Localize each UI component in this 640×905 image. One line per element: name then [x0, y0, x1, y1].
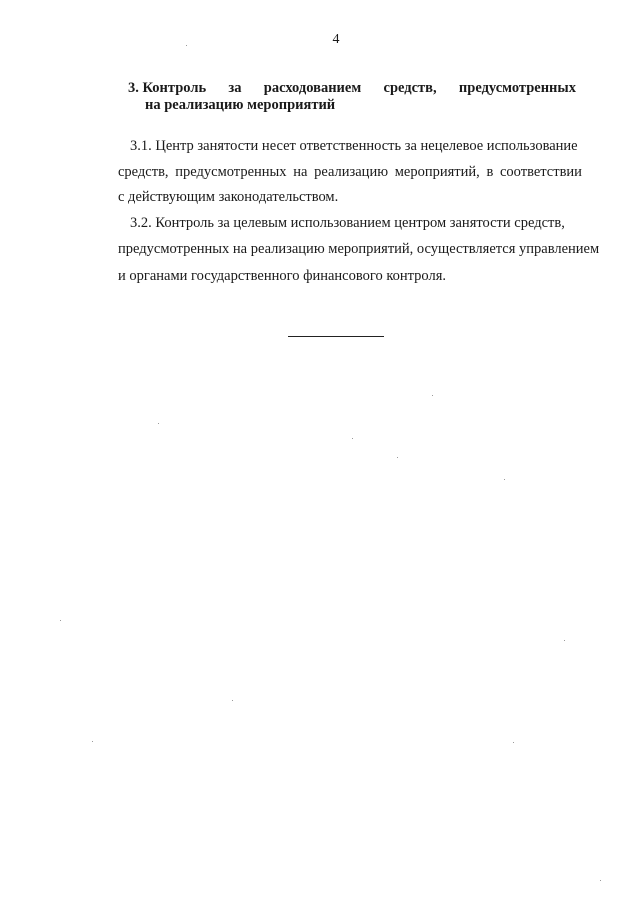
scan-speck — [564, 640, 565, 641]
scan-speck — [232, 700, 233, 701]
heading-word: предусмотренных — [458, 80, 576, 96]
paragraph-3-2-line-2: предусмотренных на реализацию мероприятий, осуществляется управлением — [118, 241, 600, 257]
section-heading-line-1 — [128, 80, 576, 97]
paragraph-word: мероприятий, — [394, 164, 480, 180]
scan-speck — [600, 880, 601, 881]
scan-speck — [352, 438, 353, 439]
paragraph-word: средств, — [118, 164, 169, 180]
scan-speck — [397, 457, 398, 458]
end-divider-line — [288, 336, 384, 337]
paragraph-3-2-line-1: 3.2. Контроль за целевым использованием центром занятости средств, — [130, 215, 565, 231]
scan-speck — [432, 395, 433, 396]
paragraph-3-2-line-3: и органами государственного финансового контроля. — [118, 268, 446, 284]
paragraph-3-1-line-1: 3.1. Центр занятости несет ответственность за нецелевое использование — [130, 138, 578, 154]
scan-speck — [186, 45, 187, 46]
heading-word: за — [228, 80, 242, 96]
paragraph-word: в — [486, 164, 494, 180]
heading-word: расходованием — [263, 80, 362, 96]
paragraph-3-1-line-3: с действующим законодательством. — [118, 189, 339, 205]
section-heading — [128, 80, 576, 114]
scan-speck — [158, 423, 159, 424]
scan-speck — [60, 620, 61, 621]
section-heading-line-2: на реализацию мероприятий — [145, 97, 336, 113]
section-number-and-first-word — [128, 80, 206, 97]
page-number: 4 — [332, 32, 340, 47]
paragraph-word: реализацию — [314, 164, 389, 180]
section-number: 3. — [128, 80, 139, 96]
paragraph-word: соответствии — [500, 164, 582, 180]
scan-speck — [513, 742, 514, 743]
paragraph-3-1-line-2 — [118, 164, 582, 181]
scan-speck — [504, 479, 505, 480]
heading-word: Контроль — [142, 80, 207, 96]
paragraph-word: на — [293, 164, 308, 180]
scan-speck — [92, 741, 93, 742]
paragraph-word: предусмотренных — [175, 164, 287, 180]
heading-word: средств, — [383, 80, 437, 96]
